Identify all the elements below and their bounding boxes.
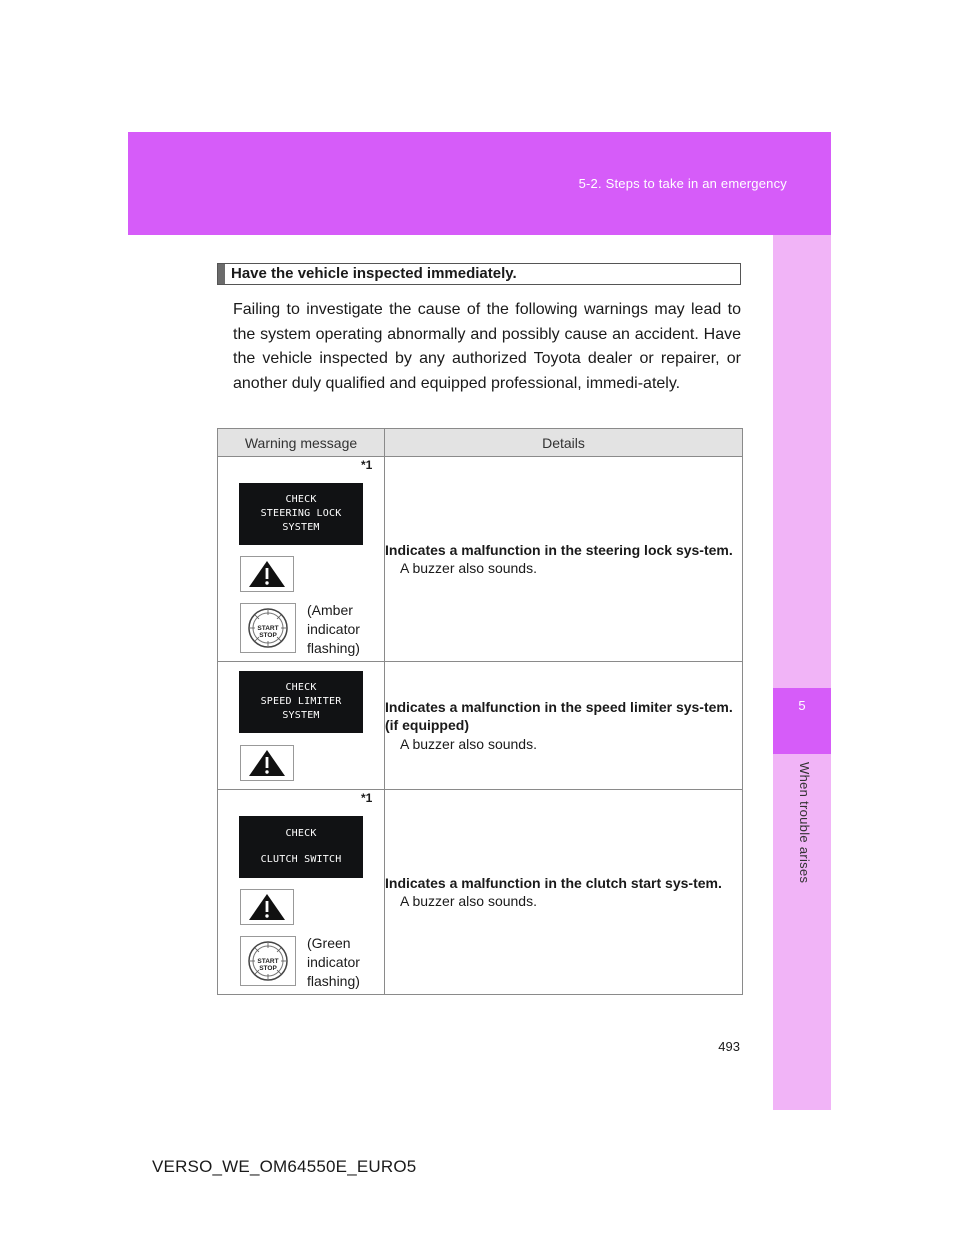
header-details: Details bbox=[385, 429, 743, 457]
display-line: STEERING LOCK bbox=[260, 508, 342, 519]
page-number: 493 bbox=[718, 1039, 740, 1054]
note-line: indicator bbox=[307, 954, 360, 970]
display-screen bbox=[239, 671, 363, 733]
button-label: START bbox=[257, 625, 279, 632]
note-line: indicator bbox=[307, 621, 360, 637]
details-cell bbox=[385, 790, 743, 995]
detail-plain: A buzzer also sounds. bbox=[400, 560, 537, 576]
chapter-tab[interactable] bbox=[773, 688, 831, 754]
footnote-mark: *1 bbox=[361, 791, 373, 805]
warning-triangle-icon bbox=[240, 556, 294, 592]
display-line: SYSTEM bbox=[282, 710, 320, 721]
detail-bold: Indicates a malfunction in the speed limiter sys-tem. (if equipped) bbox=[385, 698, 733, 734]
chapter-number: 5 bbox=[798, 698, 806, 713]
warning-message-cell bbox=[218, 457, 385, 662]
warning-message-cell bbox=[218, 662, 385, 790]
footnote-mark: *1 bbox=[361, 458, 373, 472]
warning-triangle-icon bbox=[240, 745, 294, 781]
warning-table bbox=[217, 428, 743, 995]
button-label: START bbox=[257, 958, 279, 965]
note-line: flashing) bbox=[307, 973, 360, 989]
document-code: VERSO_WE_OM64550E_EURO5 bbox=[152, 1157, 417, 1176]
display-line: SYSTEM bbox=[282, 522, 320, 533]
button-label: STOP bbox=[259, 632, 277, 639]
table-row bbox=[218, 662, 743, 790]
details-cell bbox=[385, 662, 743, 790]
details-cell bbox=[385, 457, 743, 662]
display-line: CLUTCH SWITCH bbox=[260, 853, 342, 865]
body-paragraph: Failing to investigate the cause of the following warnings may lead to the system operating abnormally and possibly cause an accident. Have the vehicle inspected by any authorized Toyota dealer or repairer, or another duly qualified and equipped professional, immedi-ately. bbox=[233, 301, 741, 392]
header-warning-message: Warning message bbox=[218, 429, 385, 457]
indicator-note bbox=[307, 934, 360, 991]
display-line: SPEED LIMITER bbox=[260, 696, 342, 707]
note-line: (Green bbox=[307, 935, 351, 951]
side-tab bbox=[773, 235, 831, 1110]
heading-text: Have the vehicle inspected immediately. bbox=[231, 265, 517, 282]
display-line: CHECK bbox=[285, 494, 317, 505]
start-stop-button-icon bbox=[240, 603, 296, 653]
display-screen bbox=[239, 816, 363, 878]
table-header-row bbox=[218, 429, 743, 457]
header-band bbox=[128, 132, 831, 235]
section-heading bbox=[217, 263, 741, 285]
section-title: 5-2. Steps to take in an emergency bbox=[578, 176, 787, 191]
detail-bold: Indicates a malfunction in the steering lock sys-tem. bbox=[385, 541, 733, 558]
display-line: CHECK bbox=[285, 828, 317, 840]
table-row bbox=[218, 457, 743, 662]
detail-plain: A buzzer also sounds. bbox=[400, 735, 537, 752]
detail-bold: Indicates a malfunction in the clutch start sys-tem. bbox=[385, 874, 722, 891]
table-row bbox=[218, 790, 743, 995]
note-line: (Amber bbox=[307, 602, 353, 618]
warning-message-cell bbox=[218, 790, 385, 995]
chapter-label: When trouble arises bbox=[797, 762, 812, 884]
button-label: STOP bbox=[259, 965, 277, 972]
heading-bar bbox=[218, 264, 225, 284]
start-stop-button-icon bbox=[240, 936, 296, 986]
display-line: CHECK bbox=[285, 682, 317, 693]
detail-plain: A buzzer also sounds. bbox=[400, 893, 537, 909]
display-screen bbox=[239, 483, 363, 545]
warning-triangle-icon bbox=[240, 889, 294, 925]
note-line: flashing) bbox=[307, 640, 360, 656]
indicator-note bbox=[307, 601, 360, 658]
